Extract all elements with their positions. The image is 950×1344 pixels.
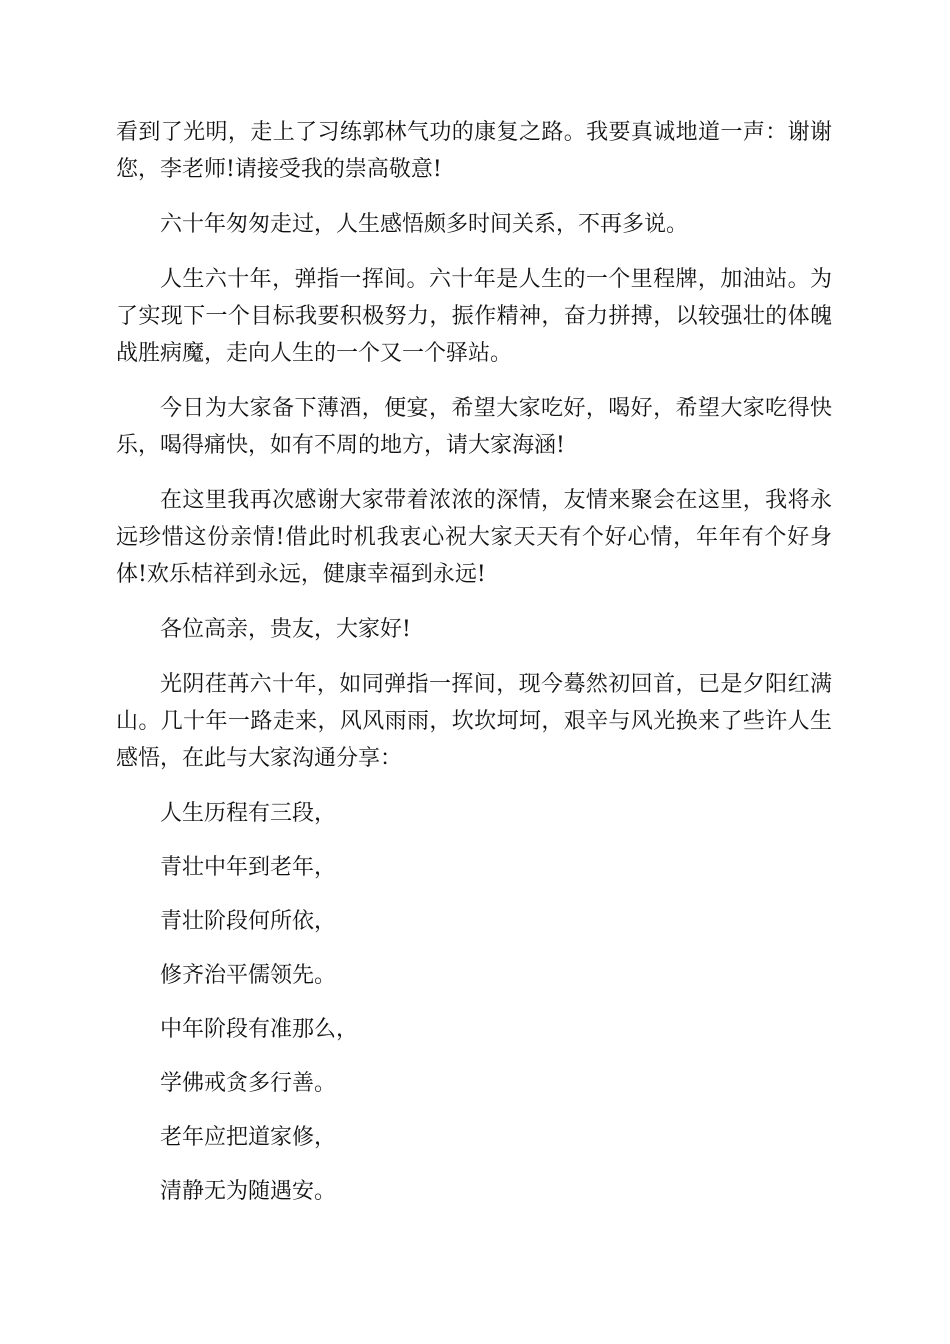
- poem-line: 老年应把道家修，: [160, 1125, 337, 1150]
- paragraph: 今日为大家备下薄酒，便宴，希望大家吃好，喝好，希望大家吃得快乐，喝得痛快，如有不周的地方，请大家海涵!: [116, 396, 832, 458]
- poem-line: 青壮阶段何所依，: [160, 909, 337, 934]
- paragraph: 六十年匆匆走过，人生感悟颇多时间关系，不再多说。: [160, 212, 689, 237]
- paragraph: 人生六十年，弹指一挥间。六十年是人生的一个里程牌，加油站。为了实现下一个目标我要积极努力，振作精神，奋力拼搏，以较强壮的体魄战胜病魔，走向人生的一个又一个驿站。: [116, 267, 832, 366]
- greeting-line: 各位高亲，贵友，大家好!: [160, 617, 411, 642]
- poem-line: 青壮中年到老年，: [160, 855, 337, 880]
- document-page: [116, 114, 832, 1227]
- poem-line: 清静无为随遇安。: [160, 1179, 337, 1204]
- paragraph-continuation: 看到了光明，走上了习练郭林气功的康复之路。我要真诚地道一声：谢谢您，李老师!请接受我的崇高敬意!: [116, 120, 832, 182]
- poem-line: 人生历程有三段，: [160, 801, 337, 826]
- poem: [116, 795, 832, 1210]
- paragraph: 光阴荏苒六十年，如同弹指一挥间，现今蓦然初回首，已是夕阳红满山。几十年一路走来，风风雨雨，坎坎坷坷，艰辛与风光换来了些许人生感悟，在此与大家沟通分享：: [116, 672, 832, 771]
- poem-line: 修齐治平儒领先。: [160, 963, 337, 988]
- paragraph: 在这里我再次感谢大家带着浓浓的深情，友情来聚会在这里，我将永远珍惜这份亲情!借此时机我衷心祝大家天天有个好心情，年年有个好身体!欢乐桔祥到永远，健康幸福到永远!: [116, 488, 832, 587]
- poem-line: 中年阶段有准那么，: [160, 1017, 359, 1042]
- poem-line: 学佛戒贪多行善。: [160, 1071, 337, 1096]
